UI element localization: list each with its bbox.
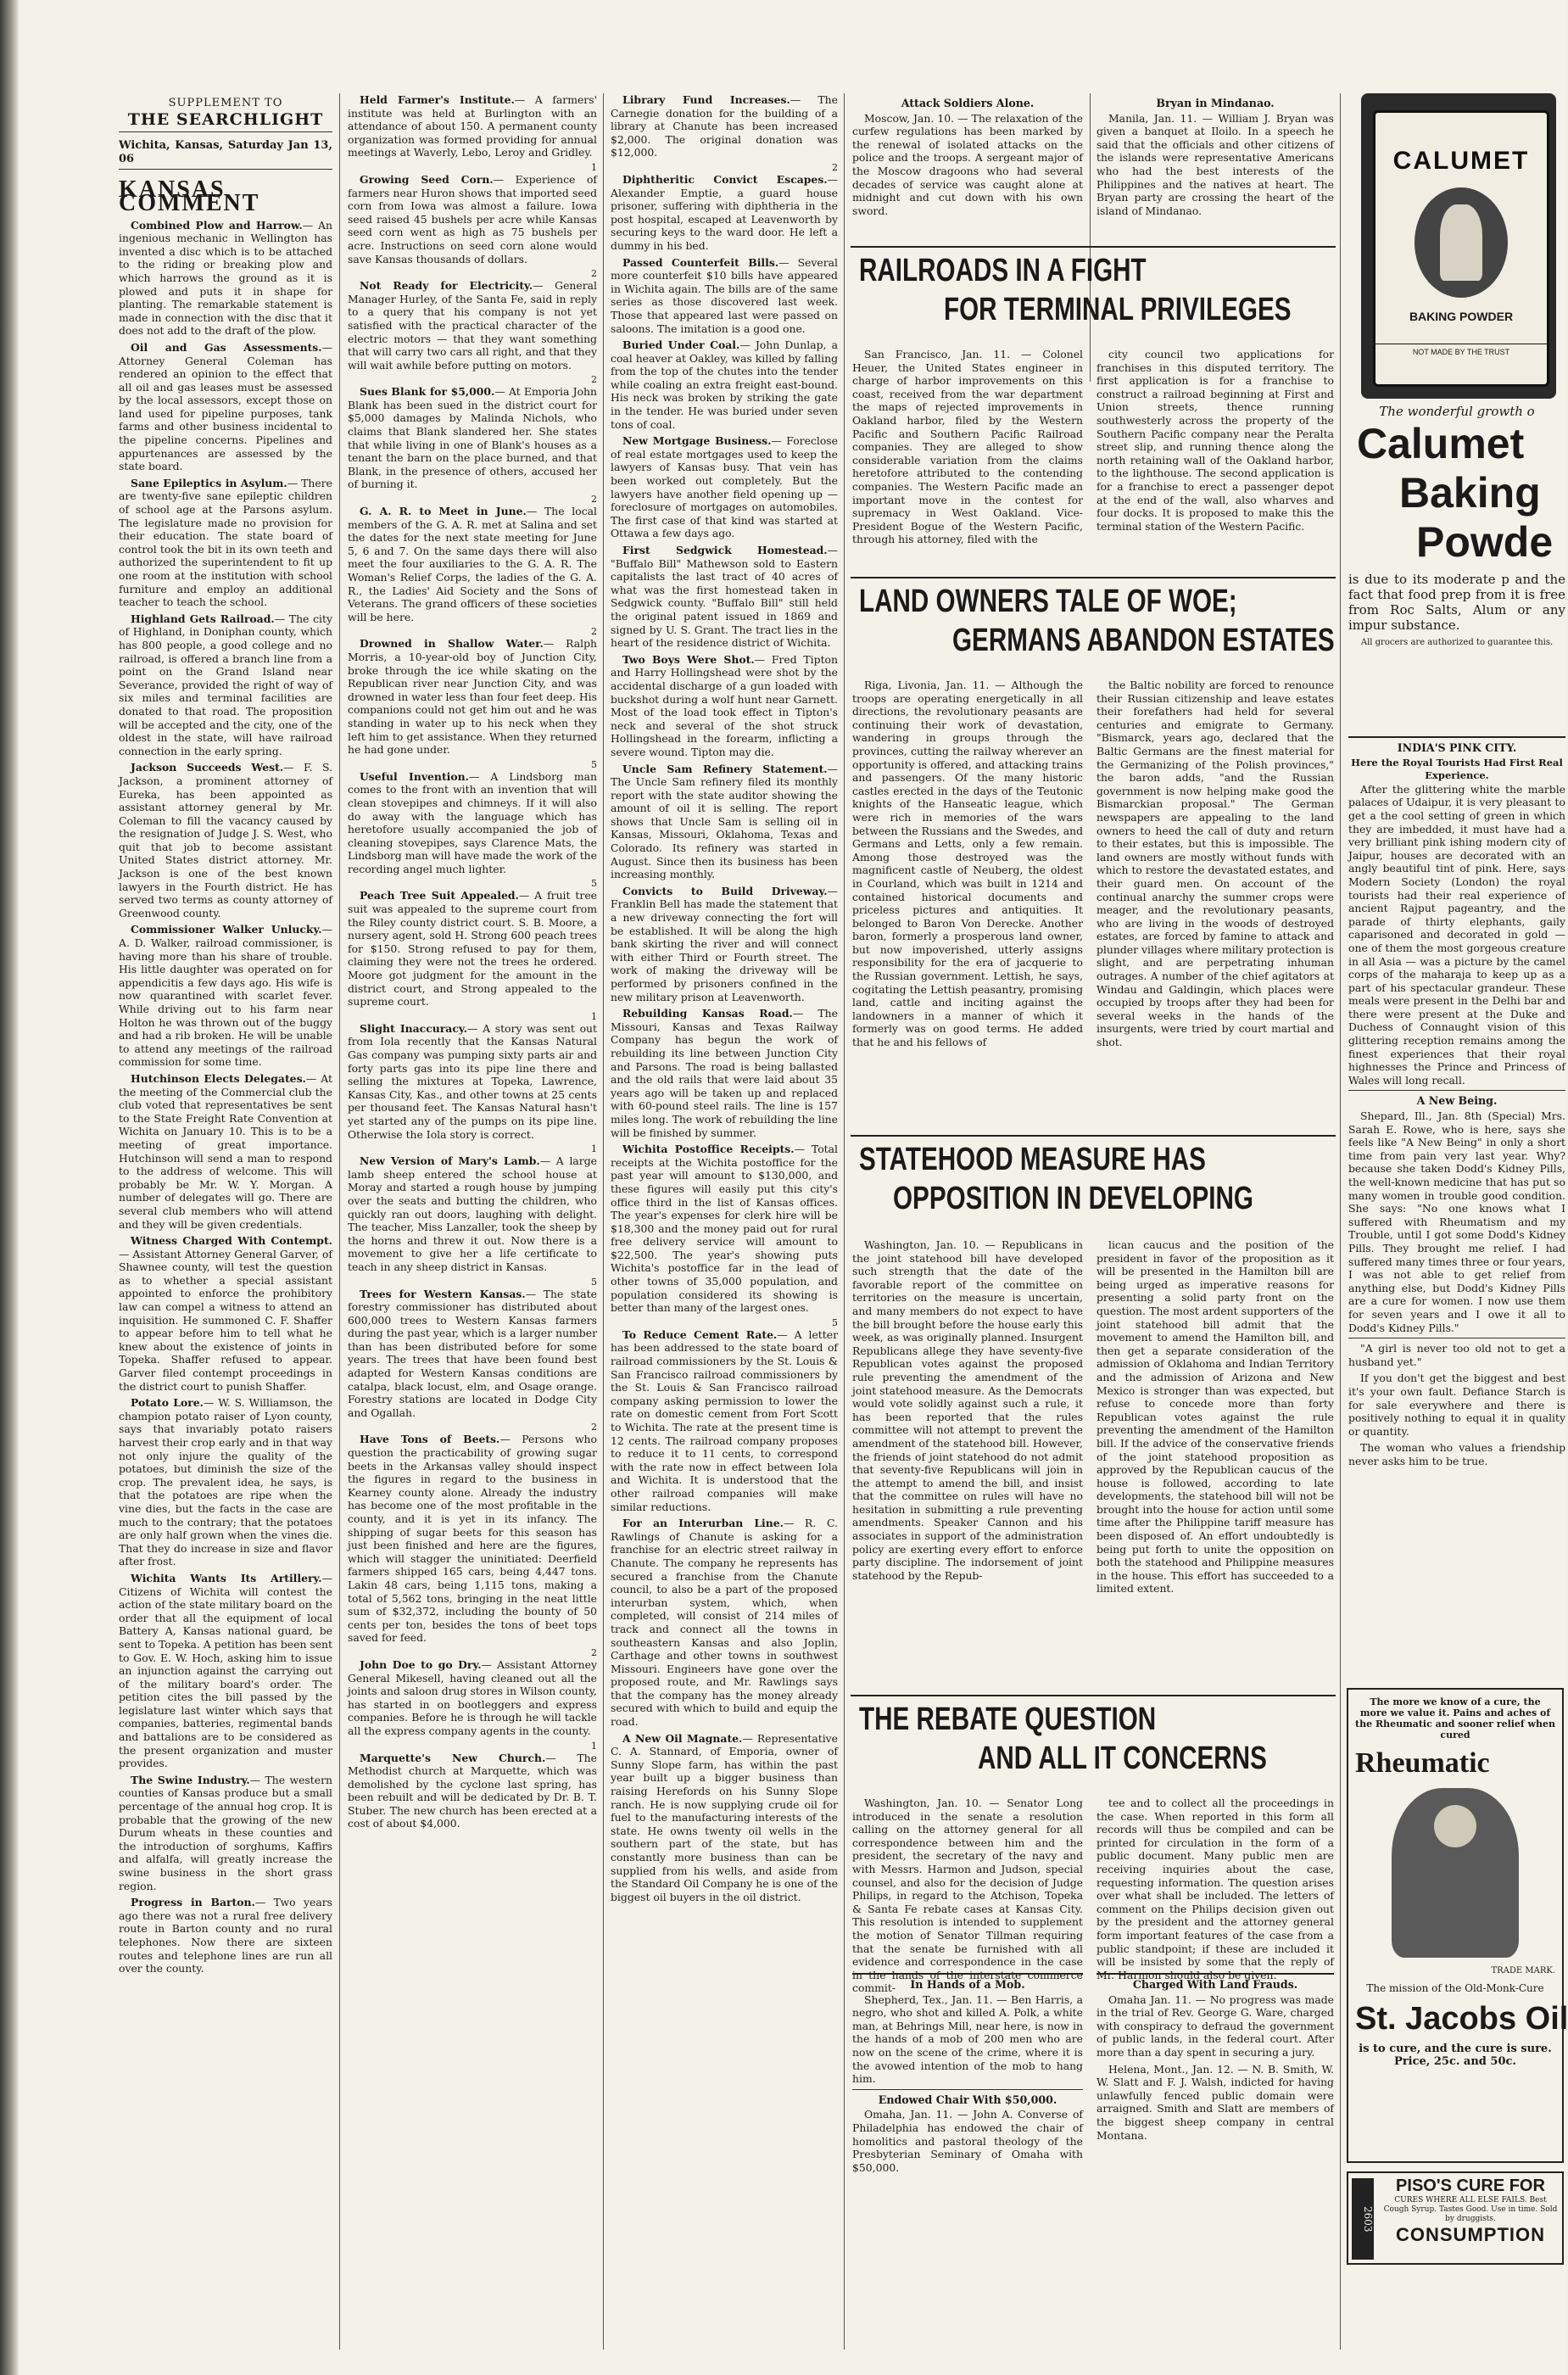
- news-item: [348, 1433, 597, 1645]
- news-item-text: — Several more counterfeit $10 bills have appeared in Wichita again. The bills are of the same series as those discovered last week. Those that appeared last were passed on saloons. The imitation is a good one.: [611, 255, 838, 335]
- article-heading: INDIA'S PINK CITY.: [1397, 741, 1517, 754]
- news-item: [348, 1154, 597, 1273]
- news-item-text: — The Missouri, Kansas and Texas Railway Company has begun the work of rebuilding its line between Junction City and Parsons. The road is being ballasted and the old rails that were laid about 35 years ago will be taken up and replaced with 60-pound steel rails. The line is 157 miles long. The work of rebuilding the line will be finished by summer.: [611, 1007, 838, 1139]
- news-item-heading: Library Fund Increases.: [622, 93, 790, 106]
- article-body: city council two applications for franchises in this disputed territory. The first application is for a franchise to construct a railroad beginning at First and Union streets, thence running southwesterly across the property of the Southern Pacific company near the Peralta street slip, and running thence along the north retaining wall of the Oakland harbor, to the lighthouse. The second application is for a franchise to erect a passenger depot at the end of the wall, also wharves and four docks. It is proposed to make this the terminal station of the Western Pacific.: [1096, 348, 1334, 533]
- news-item: [348, 1752, 597, 1831]
- news-item-heading: G. A. R. to Meet in June.: [360, 505, 527, 518]
- news-item: [348, 173, 597, 265]
- article-body: Manila, Jan. 11. — William J. Bryan was given a banquet at Iloilo. In a speech he said that the officials and other citizens of the islands were representative Americans who had the best interests of the Philippines and the natives at heart. The Bryan party are crossing the heart of the island of Mindanao.: [1096, 111, 1334, 217]
- news-item-heading: Growing Seed Corn.: [360, 172, 494, 186]
- ad-intro: The wonderful growth o: [1379, 404, 1535, 419]
- news-item: [119, 612, 332, 758]
- briefs-bottom-left: [852, 1973, 1083, 2346]
- news-item-text: — F. S. Jackson, a prominent attorney of Eureka, has been appointed as assistant attorney general by Mr. Coleman to fill the vacancy caused by the resignation of Judge J. S. West, who quit that job to become assistant United States district attorney. Mr. Jackson is one of the best known lawyers in the Fourth district. He has served two terms as county attorney of Greenwood county.: [119, 761, 333, 919]
- article-body: Washington, Jan. 10. — Senator Long introduced in the senate a resolution calling on the attorney general for all correspondence between him and the president, the secretary of the navy and with Messrs. Harmon and Judson, special counsel, and also for the decision of Judge Philips, in regard to the Atchison, Topeka & Santa Fe rebate cases at Kansas City. This resolution is intended to supplement the motion of Senator Tillman requiring that the senate be furnished with all evidence and correspondence in the case in the hands of the interstate commerce commit-: [852, 1797, 1083, 1995]
- news-item-text: — W. S. Williamson, the champion potato raiser of Lyon county, says that invariably potato raisers harvest their crop early and in that way not only injure the quality of the potatoes, but diminish the size of the crop. The prevalent idea, he says, is that the potatoes are ripe when the vine dies, but the facts in the case are much to the contrary; that the potatoes are only half grown when the vines die. That they do increase in size and flavor after frost.: [119, 1396, 332, 1568]
- ad-piso-cure: [1347, 2171, 1564, 2265]
- can-sub: BAKING POWDER: [1409, 310, 1514, 323]
- masthead-dateline: Wichita, Kansas, Saturday Jan 13, 06: [119, 139, 332, 165]
- ad-brand: Rheumatic: [1355, 1747, 1490, 1779]
- news-item-heading: Wichita Wants Its Artillery.: [131, 1571, 322, 1584]
- news-item: [611, 1328, 838, 1513]
- news-item-heading: Diphtheritic Convict Escapes.: [622, 172, 828, 186]
- news-item-text: — General Manager Hurley, of the Santa Fe, said in reply to a query that his company is not yet satisfied with the practical character of the electric motors — that they want something that will carry two cars all right, and that they will wait awhile before putting on motors.: [348, 279, 597, 372]
- article-body: lican caucus and the position of the president in favor of the proposition as it will be presented in the Hamilton bill are being urged as imperative reasons for presenting a solid party front on the question. The most ardent supporters of the joint statehood bill admit that the movement to amend the Hamilton bill, and then get a separate consideration of the admission of Oklahoma and Indian Territory and the admission of Arizona and New Mexico is stronger than was expected, but refuse to concede more than forty Republican votes against the rule preventing the amendment of the Hamilton bill. If the advice of the conservative friends of the joint statehood proposition as approved by the Republican caucus of the house is followed, according to late developments, the statehood bill will not be brought into the house for action until some time after the Philippine tariff measure has been disposed of. An effort undoubtedly is being put forth to unite the opposition on both the statehood and Philippine measures in the house. This effort has succeeded to a limited extent.: [1096, 1238, 1334, 1595]
- news-item-text: — Citizens of Wichita will contest the action of the state military board on the order that all the equipment of local Battery A, Kansas national guard, be sent to Topeka. A petition has been sent to Gov. E. W. Hoch, asking him to issue an injunction against the carrying out of the military board's order. The petition cites the bill passed by the legislature last winter which says that companies, batteries, regimental bands and battalions are to be considered as the present organization and muster provides.: [119, 1571, 333, 1770]
- news-item-heading: Potato Lore.: [131, 1396, 204, 1410]
- masthead-supplement: SUPPLEMENT TO: [168, 97, 283, 109]
- news-item: [348, 505, 597, 623]
- news-item: [348, 1658, 597, 1738]
- news-item-heading: Drowned in Shallow Water.: [360, 637, 544, 651]
- headline-landowners: [851, 577, 1336, 679]
- ad-line: CONSUMPTION: [1396, 2224, 1545, 2245]
- news-item-heading: New Mortgage Business.: [622, 434, 772, 448]
- article-body: If you don't get the biggest and best it's your own fault. Defiance Starch is for sale everywhere and there is positively nothing to equal it in quality or quantity.: [1348, 1372, 1565, 1438]
- article-heading: A New Being.: [1416, 1094, 1498, 1108]
- article-body: Omaha Jan. 11. — No progress was made in the trial of Rev. George G. Ware, charged with conspiracy to defraud the government of public lands, in the federal court. After more than a day spent in securing a jury.: [1096, 1992, 1334, 2059]
- news-item-text: — Foreclose of real estate mortgages used to keep the lawyers of Kansas busy. That vein has been worked out completely. But the lawyers have another field opening up — foreclosure of mortgages on automobiles. The first case of that kind was started at Ottawa a few days ago.: [611, 434, 838, 540]
- headline-line: STATEHOOD MEASURE HAS: [859, 1142, 1206, 1177]
- headline-line: RAILROADS IN A FIGHT: [859, 253, 1147, 288]
- article-body: The woman who values a friendship never asks him to be true.: [1348, 1441, 1565, 1467]
- news-item: [119, 1896, 332, 1975]
- news-item-text: — At the meeting of the Commercial club the club voted that representatives be sent to the State Freight Rate Convention at Wichita on January 10. This is to be a meeting of great importance. Hutchinson will send a man to respond to the address of welcome. This will probably be Mr. W. Y. Morgan. A number of delegates will go. There are several club members who will attend and they will be given credentials.: [119, 1071, 332, 1231]
- item-footnote-number: 5: [591, 878, 597, 890]
- news-item-heading: To Reduce Cement Rate.: [622, 1327, 778, 1341]
- news-item-heading: Peach Tree Suit Appealed.: [360, 889, 519, 902]
- article-body: Omaha, Jan. 11. — John A. Converse of Philadelphia has endowed the chair of homolitics and pastoral theology of the Presbyterian Seminary of Omaha with $50,000.: [852, 2108, 1083, 2174]
- news-item: [611, 1007, 838, 1139]
- article-body: Shepherd, Tex., Jan. 11. — Ben Harris, a negro, who shot and killed A. Polk, a white man, at Behrings Mill, near here, is now in the hands of a mob of 200 men who are now on the scene of the crime, where it is the avowed intention of the mob to hang him.: [852, 1992, 1083, 2086]
- news-item: [611, 1732, 838, 1904]
- news-item-heading: Oil and Gas Assessments.: [131, 340, 322, 354]
- article-rebate-right: [1096, 1797, 1334, 1981]
- calumet-can-illustration: [1361, 93, 1556, 399]
- article-landowners-left: [852, 679, 1083, 1128]
- news-item: [611, 544, 838, 650]
- news-item-heading: Not Ready for Electricity.: [360, 279, 533, 293]
- news-item: [348, 93, 597, 159]
- news-item-text: — Assistant Attorney General Garver, of Shawnee county, will test the question as to whether a special assistant appointed to enforce the prohibitory law can compel a witness to attend an inquisition. He summoned C. F. Shaffer to appear before him to tell what he knew about the existence of joints in Topeka. Shaffer refused to appear. Garver filed contempt proceedings in the district court to punish Shaffer.: [119, 1247, 332, 1393]
- article-body: the Baltic nobility are forced to renounce their Russian citizenship and leave estates their forefathers had held for several centuries and emigrate to Germany. "Bismarck, years ago, declared that the Baltic Germans are the finest material for the Germanizing of the Polish provinces," the baron adds, "and the Russian government is now helping make good the Bismarckian proposal." The German newspapers are appealing to the land owners to heed the call of duty and return to their estates, but this is impossible. The land owners are mostly without funds with which to restore the devastated estates, and their guard men. On account of the continual anarchy the summer crops were meager, and the revolutionary peasants, who are living in the woods of destroyed estates, are forced by famine to attack and plunder villages where military protection is slight, and are perpetrating inhuman outrages. A number of the chief agitators at Windau and Galdingin, which places were occupied by troops after they had been for several weeks in the hands of the insurgents, were tried by court martial and shot.: [1096, 679, 1335, 1049]
- column-rule: [603, 93, 604, 2350]
- news-item-text: — The western counties of Kansas produce but a small percentage of the annual hog crop. It is probable that the growing of the new Durum wheats in these counties and the introduction of sorghums, Kaffirs and alfalfa, will greatly increase the swine business in the short grass region.: [119, 1773, 333, 1892]
- news-item-heading: Combined Plow and Harrow.: [131, 218, 303, 232]
- news-item: [119, 1774, 332, 1892]
- news-item: [119, 219, 332, 338]
- article-body: "A girl is never too old not to get a husband yet.": [1348, 1342, 1565, 1368]
- news-item-text: — John Dunlap, a coal heaver at Oakley, was killed by falling from the top of the chutes into the tender while coaling an extra freight east-bound. His neck was broken by striking the gate in the tender. He was buried under seven tons of coal.: [611, 338, 839, 431]
- news-item-text: — The Uncle Sam refinery filed its monthly report with the state auditor showing the amount of oil it is selling. The report shows that Uncle Sam is selling oil in Kansas, Missouri, Oklahoma, Texas and Colorado. Its refinery was started in August. Since then its business has been increasing monthly.: [611, 762, 838, 881]
- news-item: [348, 889, 597, 1008]
- news-item-heading: New Version of Mary's Lamb.: [360, 1154, 540, 1168]
- item-footnote-number: 1: [591, 1010, 597, 1022]
- news-item: [119, 1072, 332, 1231]
- news-item-text: — Two years ago there was not a rural free delivery route in Barton county and no rural telephones. Now there are sixteen routes and telephone lines are run all over the county.: [119, 1896, 332, 1975]
- ad-brand: Calumet: [1357, 419, 1525, 467]
- article-statehood-left: [852, 1238, 1083, 1688]
- ad-intro: The more we know of a cure, the more we value it. Pains and aches of the Rheumatic and sooner relief when cured: [1355, 1696, 1555, 1741]
- news-item-text: — Representative C. A. Stannard, of Emporia, owner of Sunny Slope farm, has within the past year built up a bigger business than raising Herefords on his Sunny Slope ranch. He is now supplying crude oil for fuel to the manufacturing interests of the state. He owns twenty oil wells in the southern part of the state, but has constantly more business than can be supplied from his wells, and aside from the Standard Oil Company he is one of the biggest oil buyers in the oil district.: [611, 1731, 838, 1903]
- item-footnote-number: 2: [591, 268, 597, 280]
- section-title: KANSAS COMMENT: [119, 176, 260, 216]
- news-item: [611, 434, 838, 540]
- item-footnote-number: 5: [832, 1316, 838, 1328]
- ad-trademark: TRADE MARK.: [1491, 1966, 1555, 1975]
- news-item-text: — The Methodist church at Marquette, which was demolished by the cyclone last spring, has been rebuilt and will be dedicated by Dr. B. T. Stuber. The new church has been erected at a cost of about $4,000.: [348, 1751, 597, 1830]
- news-item: [348, 770, 597, 876]
- item-footnote-number: 2: [591, 374, 597, 386]
- article-heading: Bryan in Mindanao.: [1156, 97, 1275, 109]
- news-item: [611, 1517, 838, 1729]
- news-item: [611, 1143, 838, 1315]
- article-body: Washington, Jan. 10. — Republicans in the joint statehood bill have developed such strength that the date of the favorable report of the committee on territories on the measure is uncertain, and many members do not expect to have the bill brought before the house early this week, as was originally planned. Insurgent Republicans allege they have seventy-five Republican votes against the proposed rule preventing the amendment of the joint statehood measure. As the Democrats would vote solidly against such a rule, it has been reported that the rules committee will not attempt to prevent the amendment of the statehood bill. However, the friends of joint statehood do not admit that seventy-five Republicans will join in the attempt to amend the bill, and insist that the committee on rules will have no hesitation in submitting a rule preventing amendments. Speaker Cannon and his associates in support of the administration policy are exerting every effort to enforce party discipline. The indorsement of joint statehood by the Repub-: [852, 1238, 1083, 1582]
- news-item: [611, 338, 838, 431]
- news-item-heading: First Sedgwick Homestead.: [622, 544, 828, 556]
- news-item-text: — A fruit tree suit was appealed to the supreme court from the Riley county district court. S. B. Moore, a nursery agent, sold H. Strong 600 peach trees for $150. Strong refused to pay for them, claiming they were not the trees he ordered. Moore got judgment for the amount in the district court, and Strong appealed to the supreme court.: [348, 889, 597, 1009]
- news-item: [119, 341, 332, 473]
- news-item-text: — An ingenious mechanic in Wellington has invented a disc which is to be attached to the riding or breaking plow and which harrows the ground as it is plowed and puts it in shape for planting. The remarkable statement is made in connection with the disc that it does not add to the draft of the plow.: [119, 218, 332, 338]
- news-item-heading: Have Tons of Beets.: [360, 1433, 500, 1446]
- news-item-text: — Fred Tipton and Harry Hollingshead were shot by the accidental discharge of a gun loaded with buckshot during a wolf hunt near Garnett. Most of the load took effect in Tipton's neck and several of the shot struck Hollingshead in the forearm, inflicting a severe wound. Tipton may die.: [611, 652, 838, 758]
- news-item: [119, 923, 332, 1069]
- news-item: [611, 885, 838, 1003]
- item-footnote-number: 5: [591, 1276, 597, 1288]
- ad-mission: The mission of the Old-Monk-Cure: [1366, 1982, 1544, 1994]
- news-item-text: — Persons who question the practicability of growing sugar beets in the Arkansas valley should inspect the figures in regard to the business in Kearney county alone. Already the industry has become one of the most profitable in the county, and it is yet in its infancy. The shipping of sugar beets for this season has just been finished and here are the figures, which will stagger the uninitiated: Deerfield farmers shipped 165 cars, being 4,447 tons. Lakin 48 cars, being 1,115 tons, making a total of 5,562 tons, bringing in the neat little sum of $32,372, including the bounty of 50 cents per ton, besides the tons of beet tops saved for feed.: [348, 1433, 597, 1645]
- article-heading: Attack Soldiers Alone.: [901, 97, 1035, 109]
- news-item-text: — Assistant Attorney General Mikesell, having cleaned out all the joints and saloon drug stores in Wilson county, has started in on bootleggers and express companies. Before he is through he will tackle all the express company agents in the county.: [348, 1657, 597, 1737]
- ad-st-jacobs-oil: [1347, 1688, 1568, 2163]
- news-item: [119, 477, 332, 609]
- ad-product-name: St. Jacobs Oil: [1355, 2001, 1568, 2037]
- news-item-heading: Wichita Postoffice Receipts.: [622, 1143, 795, 1156]
- article-heading: In Hands of a Mob.: [910, 1978, 1025, 1991]
- headline-line: GERMANS ABANDON ESTATES: [952, 623, 1335, 658]
- article-body: Helena, Mont., Jan. 12. — N. B. Smith, W. W. Slatt and F. J. Walsh, indicted for having unlawfully fenced public domain were arraigned. Smith and Slatt are members of the biggest sheep company in central Montana.: [1096, 2062, 1334, 2142]
- headline-line: OPPOSITION IN DEVELOPING: [893, 1181, 1253, 1216]
- column-two: [348, 93, 597, 2350]
- news-item-heading: Highland Gets Railroad.: [131, 612, 275, 625]
- news-item-heading: Sane Epileptics in Asylum.: [131, 476, 287, 489]
- article-railroads-left: [852, 348, 1083, 577]
- news-item: [611, 173, 838, 253]
- news-item-heading: Uncle Sam Refinery Statement.: [622, 762, 828, 775]
- item-footnote-number: 1: [591, 1143, 597, 1155]
- headline-line: AND ALL IT CONCERNS: [978, 1741, 1267, 1776]
- article-body: After the glittering white the marble palaces of Udaipur, it is very pleasant to get a the cool setting of green in which they are imbedded, it must have had a very brilliant pink ishing modern city of Jaipur, houses are decorated with an angly beautiful tint of pink. Here, says Modern Society (London) the royal tourists had their real experience of ancient Rajput pageantry, and the parade of thirty elephants, gaily caparisoned and decorated in gold — one of them the most gorgeous creature in all Asia — was a picture by the camel corps of the maharaja to keep up as a part of his spectacular grandeur. These meals were present in the Delhi bar and there were present at the Duke and Duchess of Connaught vision of this glittering reception remains among the finest experiences that their royal highnesses the Prince and Princess of Wales will long recall.: [1348, 782, 1565, 1087]
- news-item: [348, 637, 597, 756]
- news-item-heading: Witness Charged With Contempt.: [131, 1234, 332, 1248]
- ad-line: PISO'S CURE FOR: [1396, 2177, 1545, 2195]
- item-footnote-number: 2: [591, 1422, 597, 1433]
- news-item-heading: Held Farmer's Institute.: [360, 93, 515, 106]
- item-footnote-number: 2: [591, 626, 597, 638]
- ad-grocers: All grocers are authorized to guarantee this.: [1360, 637, 1554, 647]
- news-item-heading: Jackson Succeeds West.: [131, 761, 284, 774]
- column-kansas-comment: [119, 93, 332, 2350]
- item-footnote-number: 1: [591, 161, 597, 173]
- news-item: [119, 1572, 332, 1770]
- item-footnote-number: 2: [832, 161, 838, 173]
- native-chief-icon: [1415, 187, 1508, 298]
- news-item: [119, 1396, 332, 1568]
- news-item: [348, 385, 597, 491]
- news-item-heading: Useful Invention.: [360, 769, 469, 783]
- news-item-heading: Trees for Western Kansas.: [360, 1287, 526, 1300]
- news-item-heading: Convicts to Build Driveway.: [622, 884, 828, 897]
- headline-rebate: [851, 1695, 1336, 1797]
- news-item-text: — Alexander Emptie, a guard house prisoner, suffering with diphtheria in the post hospital, escaped at Leavenworth by securing keys to the ward door. He left a dummy in his bed.: [611, 172, 838, 252]
- briefs-bottom-right: [1096, 1973, 1334, 2346]
- column-rule: [844, 93, 845, 2350]
- ad-line: CURES WHERE ALL ELSE FAILS. Best Cough Syrup. Tastes Good. Use in time. Sold by druggists.: [1383, 2196, 1558, 2223]
- news-item: [348, 1022, 597, 1141]
- news-item-text: — A. D. Walker, railroad commissioner, is having more than his share of trouble. His little daughter was operated on for appendicitis a few days ago. His wife is now quarantined with scarlet fever. While driving out to his farm near Holton he was thrown out of the buggy and had a rib broken. He will be unable to attend any meetings of the railroad commission for some time.: [119, 923, 332, 1069]
- ad-price: is to cure, and the cure is sure. Price, 25c. and 50c.: [1359, 2042, 1552, 2068]
- news-item-text: — A letter has been addressed to the state board of railroad commissioners by the St. Louis & San Francisco railroad commissioners by the St. Louis & San Francisco railroad company asking permission to lower the rate on domestic cement from Fort Scott to Wichita. The rate at the present time is 12 cents. The railroad company proposes to reduce it to 11 cents, to correspond with the rate now in effect between Iola and Wichita. It is understood that the other railroad companies will make similar reductions.: [611, 1327, 838, 1513]
- ad-side-number: 2603: [1352, 2178, 1374, 2260]
- news-item-heading: Rebuilding Kansas Road.: [622, 1007, 793, 1020]
- article-body: Moscow, Jan. 10. — The relaxation of the curfew regulations has been marked by the renewal of isolated attacks on the police and the troops. A sergeant major of the Moscow dragoons who had several decades of service was caught alone at midnight and cut down with his own sword.: [852, 111, 1083, 217]
- news-item-heading: Marquette's New Church.: [360, 1751, 546, 1764]
- can-brand: CALUMET: [1392, 147, 1530, 175]
- item-footnote-number: 1: [591, 1740, 597, 1752]
- news-item-text: — Total receipts at the Wichita postoffice for the past year will amount to $130,000, and these figures will easily put this city's office third in the list of Kansas offices. The year's expenses for clerk hire will be $18,300 and the money paid out for rural free delivery service will amount to $22,500. The year's showing puts Wichita's postoffice far in the lead of other towns of 35,000 population, and population considered its showing is better than many of the largest ones.: [611, 1143, 839, 1315]
- article-railroads-right: [1096, 348, 1334, 577]
- news-item-heading: The Swine Industry.: [131, 1773, 250, 1786]
- news-item: [611, 256, 838, 336]
- news-item-text: — "Buffalo Bill" Mathewson sold to Eastern capitalists the last tract of 40 acres of what was the first homestead taken in Sedgwick county. "Buffalo Bill" still held the original patent issued in 1869 and signed by U. S. Grant. The tract lies in the heart of the residence district of Wichita.: [611, 544, 838, 650]
- can-note: NOT MADE BY THE TRUST: [1375, 344, 1547, 356]
- ad-brand: Baking: [1399, 468, 1541, 517]
- news-item-text: — The Carnegie donation for the building of a library at Chanute has been increased $2,000. The original donation was $12,000.: [611, 93, 838, 159]
- news-item: [119, 761, 332, 919]
- headline-railroads: [851, 246, 1336, 348]
- article-landowners-right: [1096, 679, 1334, 1128]
- news-item-text: — A Lindsborg man comes to the front with an invention that will clean stovepipes and chimneys. If it will also do away with the language which has heretofore usually accompanied the job of cleaning stovepipes, says Clarence Mats, the Lindsborg man will have made the work of the recording angel much lighter.: [348, 769, 598, 875]
- article-subheading: Here the Royal Tourists Had First Real Experience.: [1351, 756, 1563, 782]
- news-item-heading: Slight Inaccuracy.: [360, 1021, 467, 1035]
- ad-body: is due to its moderate p and the fact that food prep from it is free from Roc Salts, Alum or any impur substance.: [1348, 571, 1565, 633]
- article-body: Riga, Livonia, Jan. 11. — Although the troops are operating energetically in all directions, the revolutionary peasants are continuing their work of devastation, wandering in groups through the provinces, cutting the railway wherever an opportunity is offered, and attacking trains and passengers. Of the many historic castles erected in the days of the Teutonic knights of the Hanseatic league, which were rich in memories of the wars between the Russians and the Swedes, and Germans and Letts, only a few remain. Among those destroyed was the magnificent castle of Neuberg, the oldest in Courland, which was built in 1214 and contained historical documents and priceless pictures and antiquities. It belonged to Baron Von Derecke. Another baron, formerly a prosperous land owner, but now impoverished, utterly assigns responsibility for the era of jacquerie to the Russian government. Lettish, he says, cogitating the Lettish peasantry, promising land, cattle and inciting against the landowners in a manner of which it formerly was on good terms. He added that he and his fellows of: [852, 679, 1084, 1049]
- page-binding-edge: [0, 0, 19, 2375]
- news-item-heading: Sues Blank for $5,000.: [360, 385, 495, 399]
- news-item-heading: Hutchinson Elects Delegates.: [131, 1071, 306, 1085]
- column-rule: [1340, 93, 1341, 2350]
- news-item-text: — Ralph Morris, a 10-year-old boy of Junction City, broke through the ice while skating on the Republican river near Junction City, and was drowned in water less than four feet deep. His companions could not get him out and he was standing in water up to his neck when they left him to get assistance. When they returned he had gone under.: [348, 637, 597, 757]
- article-body: tee and to collect all the proceedings in the case. When reported in this form all records will thus be compiled and can be printed for circulation in the form of a public document. Many public men are receiving inquiries about the case, requesting information. The question arises over what shall be included. The letters of comment on the Philips decision given out by the president and the attorney general form important features of the case from a public standpoint; if these are included it will be insisted by some that the reply of Mr. Harmon should also be given.: [1096, 1797, 1334, 1981]
- ad-calumet-text: [1348, 405, 1565, 728]
- news-item-text: — A large lamb sheep entered the school house at Moray and started a rough house by jumping over the seats and butting the children, who quickly ran out doors, laughing with delight. The teacher, Miss Lanzaller, took the sheep by the horns and threw it out. Now there is a movement to give her a life certificate to teach in any sheep district in Kansas.: [348, 1154, 597, 1273]
- news-item-text: — The city of Highland, in Doniphan county, which has 800 people, a good college and no railroad, is offered a branch line from a point on the Grand Island near Severance, provided the right of way of six miles and terminal facilities are donated to that road. The proposition will be accepted and the city, one of the oldest in the state, will have railroad connection in the early spring.: [119, 612, 332, 757]
- news-item-heading: John Doe to go Dry.: [360, 1657, 482, 1671]
- news-item-text: — Experience of farmers near Huron shows that imported seed corn from Iowa was almost a failure. Iowa seed raised 45 bushels per acre while Kansas seed corn went as high as 75 bushels per acre. Instructions on seed corn alone would save Kansas thousands of dollars.: [348, 172, 597, 265]
- headline-line: FOR TERMINAL PRIVILEGES: [944, 292, 1292, 327]
- news-item-heading: Passed Counterfeit Bills.: [622, 255, 779, 269]
- item-footnote-number: 2: [591, 494, 597, 506]
- column-three: [611, 93, 838, 2350]
- news-item: [611, 653, 838, 759]
- news-item-heading: Commissioner Walker Unlucky.: [131, 923, 322, 936]
- headline-line: THE REBATE QUESTION: [859, 1702, 1157, 1737]
- article-heading: Charged With Land Frauds.: [1132, 1978, 1298, 1991]
- article-india-column: [1348, 736, 1565, 1678]
- news-item-heading: Progress in Barton.: [131, 1896, 255, 1909]
- news-item: [348, 279, 597, 372]
- news-item-text: — The state forestry commissioner has distributed about 600,000 trees to Western Kansas farmers during the past year, which is a larger number than has been distributed before for some years. The trees that have been found best adapted for Western Kansas conditions are catalpa, black locust, elm, and Osage orange. Forestry stations are located in Dodge City and Ogallah.: [348, 1287, 597, 1419]
- item-footnote-number: 2: [591, 1646, 597, 1658]
- news-item-heading: Buried Under Coal.: [622, 338, 740, 352]
- column-rule: [339, 93, 340, 2350]
- ad-brand: Powde: [1416, 517, 1554, 566]
- article-heading: Endowed Chair With $50,000.: [878, 2093, 1057, 2106]
- masthead-title: THE SEARCHLIGHT: [127, 109, 324, 129]
- news-item-text: — The local members of the G. A. R. met at Salina and set the dates for the next state meeting for June 5, 6 and 7. On the same days there will also meet the four auxiliaries to the G. A. R. The Woman's Relief Corps, the ladies of the G. A. R., the Ladies' Aid Society and the Sons of Veterans. The grand officers of these societies will be here.: [348, 505, 597, 623]
- monk-figure-icon: [1392, 1788, 1519, 1958]
- news-item: [119, 1234, 332, 1393]
- news-item: [611, 763, 838, 881]
- news-item-text: — There are twenty-five sane epileptic children of school age at the Parsons asylum. The legislature made no provision for their education. The state board of control took the bit in its own teeth and authorized the superintendent to fit up one room at the institution with school furniture and employ an additional teacher to teach the school.: [119, 476, 332, 609]
- article-body: Shepard, Ill., Jan. 8th (Special) Mrs. Sarah E. Rowe, who is here, says she feels like "A New Being" in only a short time from pain very last year. Why? because she taken Dodd's Kidney Pills, the well-known medicine that has put so many women in trouble good condition. She says: "No one knows what I suffered with Rheumatism and my Trouble, until I got some Dodd's Kidney Pills. They brought me relief. I had suffered many times three or four years, I was not able to get relief from anything else, but Dodd's Kidney Pills are a cure for women. I now use them for seven years and I owe it all to Dodd's Kidney Pills.": [1348, 1109, 1565, 1334]
- news-item-heading: For an Interurban Line.: [622, 1517, 784, 1530]
- article-body: San Francisco, Jan. 11. — Colonel Heuer, the United States engineer in charge of harbor improvements on this coast, received from the war department the maps of rejected improvements in Oakland harbor, filed by the Western Pacific and Southern Pacific Railroad companies. They are alleged to show considerable variation from the claims heretofore attributed to the contending companies. The Western Pacific made an important move in the contest for supremacy in West Oakland. Vice-President Bogue of the Western Pacific, through his attorney, filed with the: [852, 348, 1083, 546]
- news-item: [611, 93, 838, 159]
- news-item-text: — A farmers' institute was held at Burlington with an attendance of about 150. A permanent county organization was formed providing for annual meetings at Waverly, Lebo, Leroy and Gridley.: [348, 93, 597, 159]
- news-item-text: — R. C. Rawlings of Chanute is asking for a franchise for an electric street railway in Chanute. The company he represents has secured a franchise from the Chanute council, to also be a part of the proposed interurban system, which, when completed, will consist of 214 miles of track and connect all the towns in southeastern Kansas and also Joplin, Carthage and other towns in southwest Missouri. Engineers have gone over the proposed route, and Mr. Rawlings says that the company has the money already secured with which to build and equip the road.: [611, 1517, 838, 1729]
- headline-statehood: [851, 1135, 1336, 1237]
- news-item-text: — At Emporia John Blank has been sued in the district court for $5,000 damages by Malinda Nichols, who claims that Blank slandered her. She states that while living in one of Blank's houses as a tenant the barn on the place burned, and that Blank, in the presence of others, accused her of burning it.: [348, 385, 597, 491]
- news-item-text: — Attorney General Coleman has rendered an opinion to the effect that all oil and gas leases must be assessed by the local assessors, except those on land used for pipeline purposes, tank farms and other business incidental to the pipeline concerns. Pipelines and appurtenances are assessed by the state board.: [119, 340, 332, 473]
- news-item: [348, 1288, 597, 1420]
- article-statehood-right: [1096, 1238, 1334, 1688]
- news-item-text: — A story was sent out from Iola recently that the Kansas Natural Gas company was pumping sixty parts air and forty parts gas into its pipe line there and selling the mixtures at Topeka, Lawrence, Kansas City, Kas., and other towns at 25 cents per thousand feet. The Kansas Natural hasn't yet started any of the pumps on its pipe line. Otherwise the Iola story is correct.: [348, 1021, 597, 1141]
- news-item-heading: A New Oil Magnate.: [622, 1731, 743, 1745]
- item-footnote-number: 5: [591, 758, 597, 770]
- news-item-heading: Two Boys Were Shot.: [622, 652, 755, 666]
- headline-line: LAND OWNERS TALE OF WOE;: [859, 584, 1237, 619]
- news-item-text: — Franklin Bell has made the statement that a new driveway connecting the fort will be established. It will be along the high bank skirting the river and will connect with either Third or Fourth street. The work of making the driveway will be performed by prisoners confined in the new military prison at Leavenworth.: [611, 884, 838, 1003]
